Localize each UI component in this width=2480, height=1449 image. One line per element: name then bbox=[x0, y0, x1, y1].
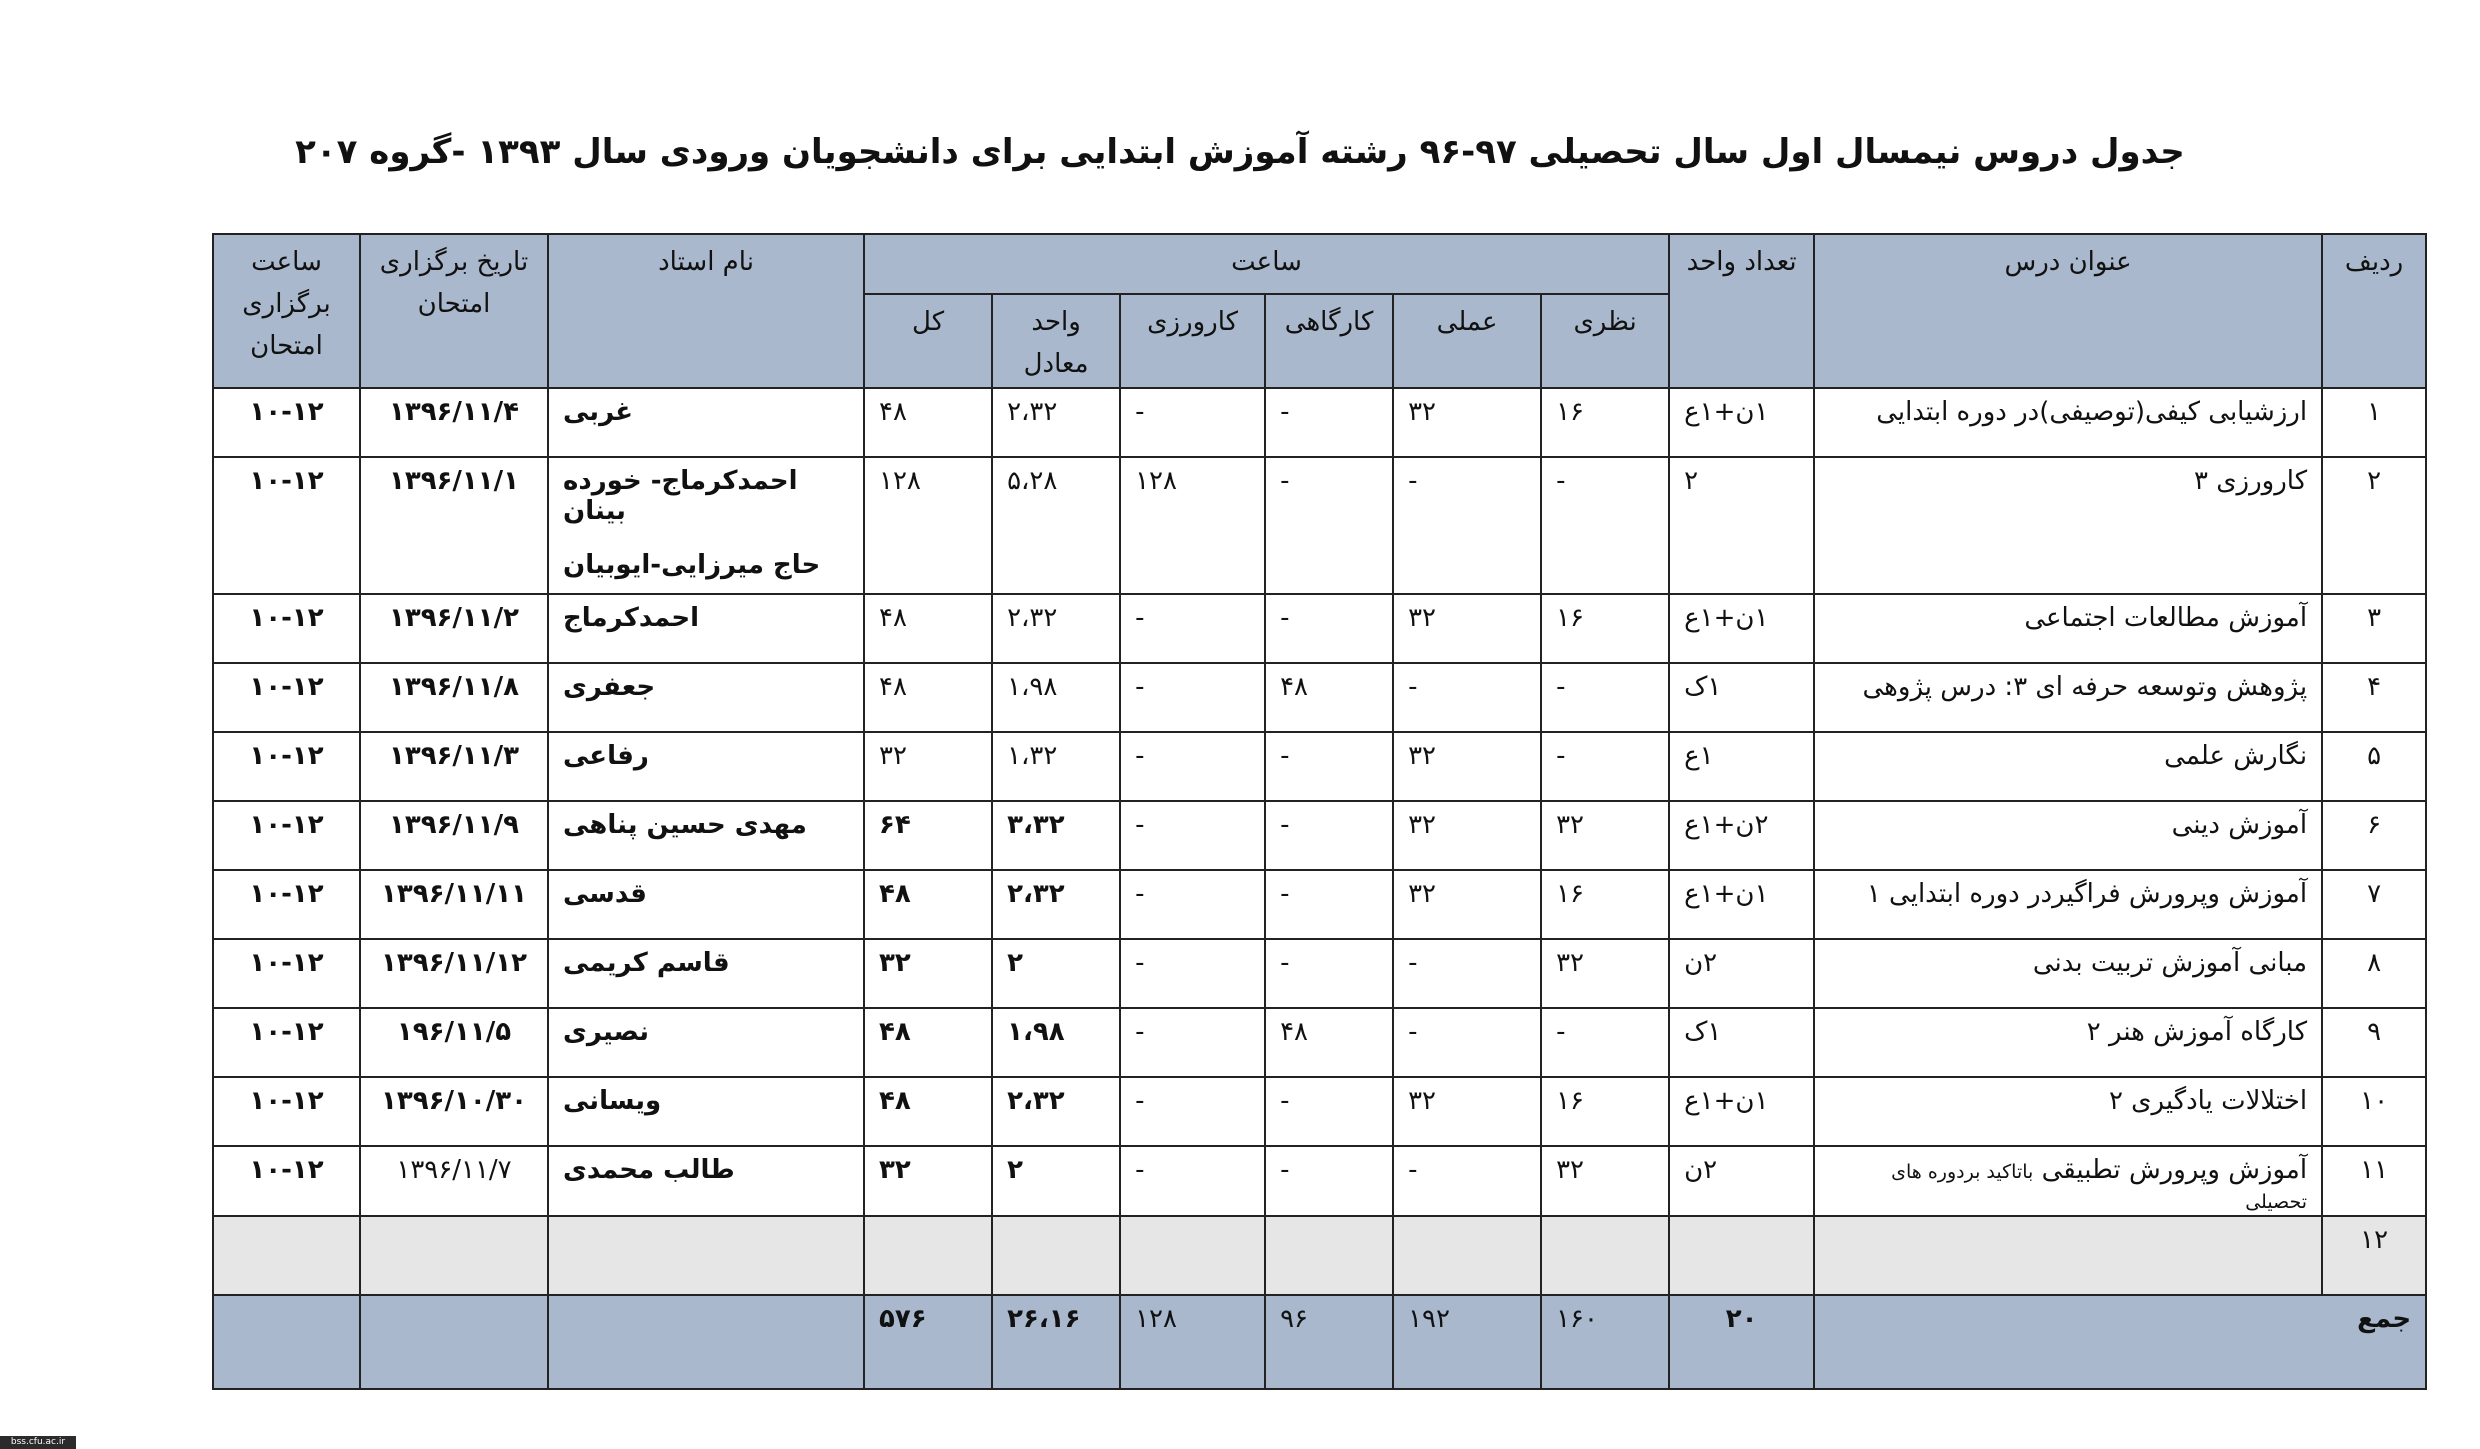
cell-internship: ۱۲۸ bbox=[1120, 457, 1265, 594]
cell-workshop: - bbox=[1265, 801, 1393, 870]
cell-teacher: قدسی bbox=[548, 870, 864, 939]
cell-internship: - bbox=[1120, 1077, 1265, 1146]
header-hours: ساعت bbox=[864, 234, 1669, 294]
cell-no: ۳ bbox=[2322, 594, 2426, 663]
footer-logo: bss.cfu.ac.ir bbox=[0, 1436, 76, 1449]
cell-theory: ۳۲ bbox=[1541, 939, 1669, 1008]
cell-internship: - bbox=[1120, 388, 1265, 457]
cell-internship: - bbox=[1120, 594, 1265, 663]
header-exam-time: ساعت برگزاری امتحان bbox=[213, 234, 360, 388]
cell-practical: ۳۲ bbox=[1393, 388, 1541, 457]
cell-theory: ۱۶ bbox=[1541, 1077, 1669, 1146]
cell-teacher: غربی bbox=[548, 388, 864, 457]
cell-exam-time: ۱۰-۱۲ bbox=[213, 870, 360, 939]
cell-exam-date: ۱۳۹۶/۱۱/۲ bbox=[360, 594, 548, 663]
cell-practical: ۳۲ bbox=[1393, 594, 1541, 663]
cell-total: ۴۸ bbox=[864, 870, 992, 939]
cell-exam-date: ۱۳۹۶/۱۰/۳۰ bbox=[360, 1077, 548, 1146]
cell-teacher bbox=[548, 457, 864, 594]
cell-internship: - bbox=[1120, 870, 1265, 939]
cell-units: ۱ک bbox=[1669, 1008, 1814, 1077]
cell-total: ۴۸ bbox=[864, 1077, 992, 1146]
cell-empty bbox=[548, 1216, 864, 1295]
totals-workshop: ۹۶ bbox=[1265, 1295, 1393, 1389]
cell-empty bbox=[1541, 1216, 1669, 1295]
cell-total: ۴۸ bbox=[864, 1008, 992, 1077]
header-total: کل bbox=[864, 294, 992, 388]
cell-equiv: ۲،۳۲ bbox=[992, 1077, 1120, 1146]
cell-equiv: ۲ bbox=[992, 1146, 1120, 1216]
table-row bbox=[213, 870, 2426, 939]
cell-units: ۲ن bbox=[1669, 1146, 1814, 1216]
header-course: عنوان درس bbox=[1814, 234, 2322, 388]
cell-units: ۱ن+۱ع bbox=[1669, 594, 1814, 663]
cell-equiv: ۵،۲۸ bbox=[992, 457, 1120, 594]
table-row bbox=[213, 801, 2426, 870]
cell-empty bbox=[992, 1216, 1120, 1295]
cell-no: ۷ bbox=[2322, 870, 2426, 939]
cell-exam-date: ۱۳۹۶/۱۱/۱ bbox=[360, 457, 548, 594]
cell-no: ۱۲ bbox=[2322, 1216, 2426, 1295]
cell-empty bbox=[1669, 1216, 1814, 1295]
cell-units: ۱ع bbox=[1669, 732, 1814, 801]
cell-exam-date: ۱۳۹۶/۱۱/۸ bbox=[360, 663, 548, 732]
cell-equiv: ۱،۹۸ bbox=[992, 1008, 1120, 1077]
cell-theory: ۱۶ bbox=[1541, 870, 1669, 939]
cell-workshop: - bbox=[1265, 732, 1393, 801]
cell-internship: - bbox=[1120, 1146, 1265, 1216]
cell-course: آموزش وپرورش فراگیردر دوره ابتدایی ۱ bbox=[1814, 870, 2322, 939]
cell-total: ۱۲۸ bbox=[864, 457, 992, 594]
cell-practical: ۳۲ bbox=[1393, 732, 1541, 801]
cell-equiv: ۲،۳۲ bbox=[992, 594, 1120, 663]
header-theory: نظری bbox=[1541, 294, 1669, 388]
cell-equiv: ۲،۳۲ bbox=[992, 388, 1120, 457]
cell-teacher: احمدکرماج bbox=[548, 594, 864, 663]
cell-empty bbox=[360, 1216, 548, 1295]
header-row-no: ردیف bbox=[2322, 234, 2426, 388]
cell-teacher: رفاعی bbox=[548, 732, 864, 801]
cell-theory: ۱۶ bbox=[1541, 594, 1669, 663]
cell-exam-date: ۱۳۹۶/۱۱/۱۱ bbox=[360, 870, 548, 939]
table-row bbox=[213, 1008, 2426, 1077]
header-exam-date: تاریخ برگزاری امتحان bbox=[360, 234, 548, 388]
cell-units: ۲ن+۱ع bbox=[1669, 801, 1814, 870]
cell-no: ۱ bbox=[2322, 388, 2426, 457]
cell-units: ۲ن bbox=[1669, 939, 1814, 1008]
cell-exam-time: ۱۰-۱۲ bbox=[213, 388, 360, 457]
cell-total: ۳۲ bbox=[864, 732, 992, 801]
cell-workshop: - bbox=[1265, 939, 1393, 1008]
cell-internship: - bbox=[1120, 939, 1265, 1008]
cell-exam-date: ۱۳۹۶/۱۱/۷ bbox=[360, 1146, 548, 1216]
cell-course: کارورزی ۳ bbox=[1814, 457, 2322, 594]
totals-units: ۲۰ bbox=[1669, 1295, 1814, 1389]
cell-theory: - bbox=[1541, 457, 1669, 594]
header-workshop: کارگاهی bbox=[1265, 294, 1393, 388]
cell-empty bbox=[360, 1295, 548, 1389]
cell-no: ۱۰ bbox=[2322, 1077, 2426, 1146]
teacher-line-1: احمدکرماج- خورده بینان bbox=[563, 466, 798, 526]
cell-teacher: نصیری bbox=[548, 1008, 864, 1077]
cell-practical: - bbox=[1393, 457, 1541, 594]
cell-exam-time: ۱۰-۱۲ bbox=[213, 457, 360, 594]
table-row bbox=[213, 1077, 2426, 1146]
cell-exam-time: ۱۰-۱۲ bbox=[213, 1008, 360, 1077]
cell-no: ۹ bbox=[2322, 1008, 2426, 1077]
cell-course: آموزش دینی bbox=[1814, 801, 2322, 870]
cell-teacher: قاسم کریمی bbox=[548, 939, 864, 1008]
cell-exam-date: ۱۳۹۶/۱۱/۹ bbox=[360, 801, 548, 870]
cell-theory: - bbox=[1541, 732, 1669, 801]
header-units: تعداد واحد bbox=[1669, 234, 1814, 388]
cell-exam-time: ۱۰-۱۲ bbox=[213, 732, 360, 801]
totals-label: جمع bbox=[1814, 1295, 2426, 1389]
teacher-line-2: حاج میرزایی-ایوبیان bbox=[563, 550, 821, 580]
cell-equiv: ۲،۳۲ bbox=[992, 870, 1120, 939]
cell-practical: - bbox=[1393, 1008, 1541, 1077]
cell-workshop: - bbox=[1265, 870, 1393, 939]
table-row bbox=[213, 388, 2426, 457]
cell-theory: - bbox=[1541, 1008, 1669, 1077]
cell-internship: - bbox=[1120, 801, 1265, 870]
table-row bbox=[213, 732, 2426, 801]
cell-workshop: ۴۸ bbox=[1265, 1008, 1393, 1077]
cell-workshop: - bbox=[1265, 457, 1393, 594]
cell-exam-time: ۱۰-۱۲ bbox=[213, 801, 360, 870]
cell-course bbox=[1814, 1146, 2322, 1216]
header-equiv: واحد معادل bbox=[992, 294, 1120, 388]
cell-theory: - bbox=[1541, 663, 1669, 732]
cell-no: ۴ bbox=[2322, 663, 2426, 732]
totals-total: ۵۷۶ bbox=[864, 1295, 992, 1389]
cell-internship: - bbox=[1120, 663, 1265, 732]
cell-teacher: مهدی حسین پناهی bbox=[548, 801, 864, 870]
cell-practical: - bbox=[1393, 1146, 1541, 1216]
cell-equiv: ۳،۳۲ bbox=[992, 801, 1120, 870]
cell-course: کارگاه آموزش هنر ۲ bbox=[1814, 1008, 2322, 1077]
cell-exam-time: ۱۰-۱۲ bbox=[213, 1077, 360, 1146]
cell-no: ۲ bbox=[2322, 457, 2426, 594]
cell-units: ۲ bbox=[1669, 457, 1814, 594]
totals-theory: ۱۶۰ bbox=[1541, 1295, 1669, 1389]
totals-row bbox=[213, 1295, 2426, 1389]
course-note: باتاکید بردوره های تحصیلی bbox=[1891, 1161, 2308, 1213]
cell-exam-time: ۱۰-۱۲ bbox=[213, 594, 360, 663]
cell-teacher: طالب محمدی bbox=[548, 1146, 864, 1216]
cell-empty bbox=[1265, 1216, 1393, 1295]
cell-workshop: - bbox=[1265, 388, 1393, 457]
course-title: آموزش وپرورش تطبیقی bbox=[2041, 1155, 2308, 1185]
cell-workshop: - bbox=[1265, 594, 1393, 663]
cell-theory: ۱۶ bbox=[1541, 388, 1669, 457]
cell-units: ۱ن+۱ع bbox=[1669, 870, 1814, 939]
cell-no: ۸ bbox=[2322, 939, 2426, 1008]
cell-units: ۱ن+۱ع bbox=[1669, 1077, 1814, 1146]
totals-practical: ۱۹۲ bbox=[1393, 1295, 1541, 1389]
cell-empty bbox=[548, 1295, 864, 1389]
cell-course: آموزش مطالعات اجتماعی bbox=[1814, 594, 2322, 663]
cell-empty bbox=[864, 1216, 992, 1295]
cell-no: ۶ bbox=[2322, 801, 2426, 870]
cell-equiv: ۲ bbox=[992, 939, 1120, 1008]
cell-practical: ۳۲ bbox=[1393, 1077, 1541, 1146]
cell-no: ۱۱ bbox=[2322, 1146, 2426, 1216]
table-row bbox=[213, 594, 2426, 663]
totals-internship: ۱۲۸ bbox=[1120, 1295, 1265, 1389]
cell-workshop: - bbox=[1265, 1077, 1393, 1146]
cell-teacher: جعفری bbox=[548, 663, 864, 732]
course-schedule-table bbox=[212, 233, 2427, 1390]
header-internship: کارورزی bbox=[1120, 294, 1265, 388]
cell-exam-time: ۱۰-۱۲ bbox=[213, 1146, 360, 1216]
cell-exam-time: ۱۰-۱۲ bbox=[213, 939, 360, 1008]
cell-empty bbox=[1120, 1216, 1265, 1295]
table-row bbox=[213, 457, 2426, 594]
cell-practical: - bbox=[1393, 663, 1541, 732]
cell-equiv: ۱،۹۸ bbox=[992, 663, 1120, 732]
cell-practical: - bbox=[1393, 939, 1541, 1008]
cell-internship: - bbox=[1120, 732, 1265, 801]
cell-theory: ۳۲ bbox=[1541, 801, 1669, 870]
cell-total: ۳۲ bbox=[864, 939, 992, 1008]
cell-exam-time: ۱۰-۱۲ bbox=[213, 663, 360, 732]
cell-workshop: - bbox=[1265, 1146, 1393, 1216]
cell-exam-date: ۱۳۹۶/۱۱/۱۲ bbox=[360, 939, 548, 1008]
cell-total: ۴۸ bbox=[864, 594, 992, 663]
cell-workshop: ۴۸ bbox=[1265, 663, 1393, 732]
table-row bbox=[213, 663, 2426, 732]
cell-empty bbox=[1814, 1216, 2322, 1295]
cell-course: اختلالات یادگیری ۲ bbox=[1814, 1077, 2322, 1146]
table-row bbox=[213, 939, 2426, 1008]
totals-equiv: ۲۶،۱۶ bbox=[992, 1295, 1120, 1389]
cell-equiv: ۱،۳۲ bbox=[992, 732, 1120, 801]
cell-exam-date: ۱۳۹۶/۱۱/۳ bbox=[360, 732, 548, 801]
header-practical: عملی bbox=[1393, 294, 1541, 388]
cell-total: ۴۸ bbox=[864, 663, 992, 732]
cell-exam-date: ۱۹۶/۱۱/۵ bbox=[360, 1008, 548, 1077]
table-row-empty bbox=[213, 1216, 2426, 1295]
cell-internship: - bbox=[1120, 1008, 1265, 1077]
cell-theory: ۳۲ bbox=[1541, 1146, 1669, 1216]
table-row bbox=[213, 1146, 2426, 1216]
cell-exam-date: ۱۳۹۶/۱۱/۴ bbox=[360, 388, 548, 457]
cell-course: مبانی آموزش تربیت بدنی bbox=[1814, 939, 2322, 1008]
cell-practical: ۳۲ bbox=[1393, 870, 1541, 939]
cell-empty bbox=[213, 1216, 360, 1295]
cell-empty bbox=[1393, 1216, 1541, 1295]
header-teacher: نام استاد bbox=[548, 234, 864, 388]
cell-total: ۴۸ bbox=[864, 388, 992, 457]
cell-total: ۶۴ bbox=[864, 801, 992, 870]
cell-units: ۱ک bbox=[1669, 663, 1814, 732]
cell-teacher: ویسانی bbox=[548, 1077, 864, 1146]
cell-course: نگارش علمی bbox=[1814, 732, 2322, 801]
cell-total: ۳۲ bbox=[864, 1146, 992, 1216]
cell-units: ۱ن+۱ع bbox=[1669, 388, 1814, 457]
cell-course: پژوهش وتوسعه حرفه ای ۳: درس پژوهی bbox=[1814, 663, 2322, 732]
page-title: جدول دروس نیمسال اول سال تحصیلی ۹۷-۹۶ رشته آموزش ابتدایی برای دانشجویان ورودی سال ۱۳۹۳ -گروه ۲۰۷ bbox=[295, 132, 2185, 172]
cell-empty bbox=[213, 1295, 360, 1389]
cell-no: ۵ bbox=[2322, 732, 2426, 801]
cell-practical: ۳۲ bbox=[1393, 801, 1541, 870]
cell-course: ارزشیابی کیفی(توصیفی)در دوره ابتدایی bbox=[1814, 388, 2322, 457]
